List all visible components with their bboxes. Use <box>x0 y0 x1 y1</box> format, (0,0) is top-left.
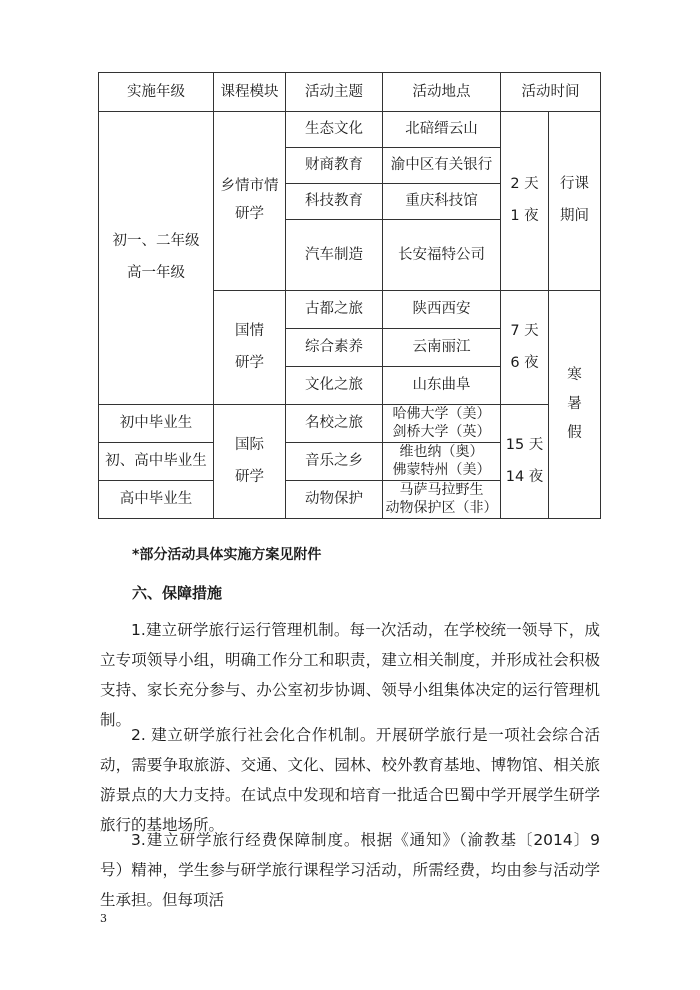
duration-cell-3 <box>501 405 549 519</box>
place-cell: 北碚缙云山 <box>383 112 501 148</box>
place-cell: 云南丽江 <box>383 329 501 367</box>
section-heading: 六、保障措施 <box>132 584 223 602</box>
theme-cell: 财商教育 <box>286 148 383 184</box>
place-line1: 维也纳（奥） <box>399 444 484 460</box>
activity-schedule-table <box>98 72 601 519</box>
table-row <box>99 405 601 443</box>
theme-cell: 名校之旅 <box>286 405 383 443</box>
module-label-line2: 研学 <box>235 206 264 222</box>
header-time: 活动时间 <box>501 73 601 112</box>
theme-cell: 古都之旅 <box>286 291 383 329</box>
period-cell-holiday <box>549 291 601 519</box>
place-cell <box>383 443 501 481</box>
module-cell-national <box>214 291 286 405</box>
theme-cell: 音乐之乡 <box>286 443 383 481</box>
grade-cell-junior-senior <box>99 112 214 405</box>
theme-cell: 科技教育 <box>286 184 383 220</box>
place-cell: 重庆科技馆 <box>383 184 501 220</box>
place-line2: 动物保护区（非） <box>385 499 498 516</box>
place-cell <box>383 481 501 519</box>
period-char: 假 <box>567 425 582 441</box>
theme-cell: 文化之旅 <box>286 367 383 405</box>
page-number: 3 <box>100 912 107 925</box>
module-cell-international <box>214 405 286 519</box>
place-cell: 山东曲阜 <box>383 367 501 405</box>
duration-cell-1 <box>501 112 549 291</box>
module-label-line2: 研学 <box>235 468 264 485</box>
module-label-line1: 国情 <box>235 322 264 339</box>
period-char: 寒 <box>567 367 582 383</box>
paragraph-3 <box>100 825 600 915</box>
grade-cell: 初、高中毕业生 <box>99 443 214 481</box>
duration-cell-2 <box>501 291 549 405</box>
module-cell-hometown <box>214 112 286 291</box>
period-cell-in-class <box>549 112 601 291</box>
paragraph-2 <box>100 720 600 840</box>
place-cell: 长安福特公司 <box>383 220 501 291</box>
header-theme: 活动主题 <box>286 73 383 112</box>
period-line1: 行课 <box>560 176 589 193</box>
duration-line2: 6 夜 <box>510 354 539 371</box>
place-cell: 陕西西安 <box>383 291 501 329</box>
header-place: 活动地点 <box>383 73 501 112</box>
grade-cell: 初中毕业生 <box>99 405 214 443</box>
module-label-line2: 研学 <box>235 354 264 371</box>
theme-cell: 动物保护 <box>286 481 383 519</box>
module-label-line1: 国际 <box>235 436 264 453</box>
place-cell: 渝中区有关银行 <box>383 148 501 184</box>
place-line2: 剑桥大学（英） <box>392 423 491 440</box>
module-label-line1: 乡情市情 <box>220 178 279 195</box>
paragraph-1 <box>100 615 600 735</box>
duration-line1: 2 天 <box>510 176 539 193</box>
theme-cell: 综合素养 <box>286 329 383 367</box>
duration-line1: 15 天 <box>505 436 544 453</box>
table-row <box>99 112 601 148</box>
table-header-row <box>99 73 601 112</box>
period-char: 暑 <box>567 396 582 412</box>
grade-label-line2: 高一年级 <box>127 265 185 281</box>
paragraph-text: 3.建立研学旅行经费保障制度。根据《通知》（渝教基〔2014〕9 号）精神，学生参与研学旅行课程学习活动，所需经费，均由参与活动学生承担。但每项活 <box>100 831 600 909</box>
place-line1: 马萨马拉野生 <box>399 482 484 498</box>
duration-line2: 14 夜 <box>505 468 544 485</box>
grade-cell: 高中毕业生 <box>99 481 214 519</box>
paragraph-text: 1.建立研学旅行运行管理机制。每一次活动，在学校统一领导下，成立专项领导小组，明确工作分工和职责，建立相关制度，并形成社会积极支持、家长充分参与、办公室初步协调、领导小组集体决定的运行管理机制。 <box>100 621 600 729</box>
place-cell <box>383 405 501 443</box>
table-footnote: *部分活动具体实施方案见附件 <box>132 547 322 563</box>
theme-cell: 汽车制造 <box>286 220 383 291</box>
grade-label-line1: 初一、二年级 <box>112 233 200 250</box>
place-line2: 佛蒙特州（美） <box>392 461 491 478</box>
header-grade: 实施年级 <box>99 73 214 112</box>
place-line1: 哈佛大学（美） <box>392 406 491 422</box>
period-line2: 期间 <box>560 208 589 224</box>
paragraph-text: 2. 建立研学旅行社会化合作机制。开展研学旅行是一项社会综合活动，需要争取旅游、交通、文化、园林、校外教育基地、博物馆、相关旅游景点的大力支持。在试点中发现和培育一批适合巴蜀中学开展学生研学旅行的基地场所。 <box>100 726 600 834</box>
duration-line2: 1 夜 <box>510 208 539 224</box>
theme-cell: 生态文化 <box>286 112 383 148</box>
duration-line1: 7 天 <box>510 322 539 339</box>
header-module: 课程模块 <box>214 73 286 112</box>
